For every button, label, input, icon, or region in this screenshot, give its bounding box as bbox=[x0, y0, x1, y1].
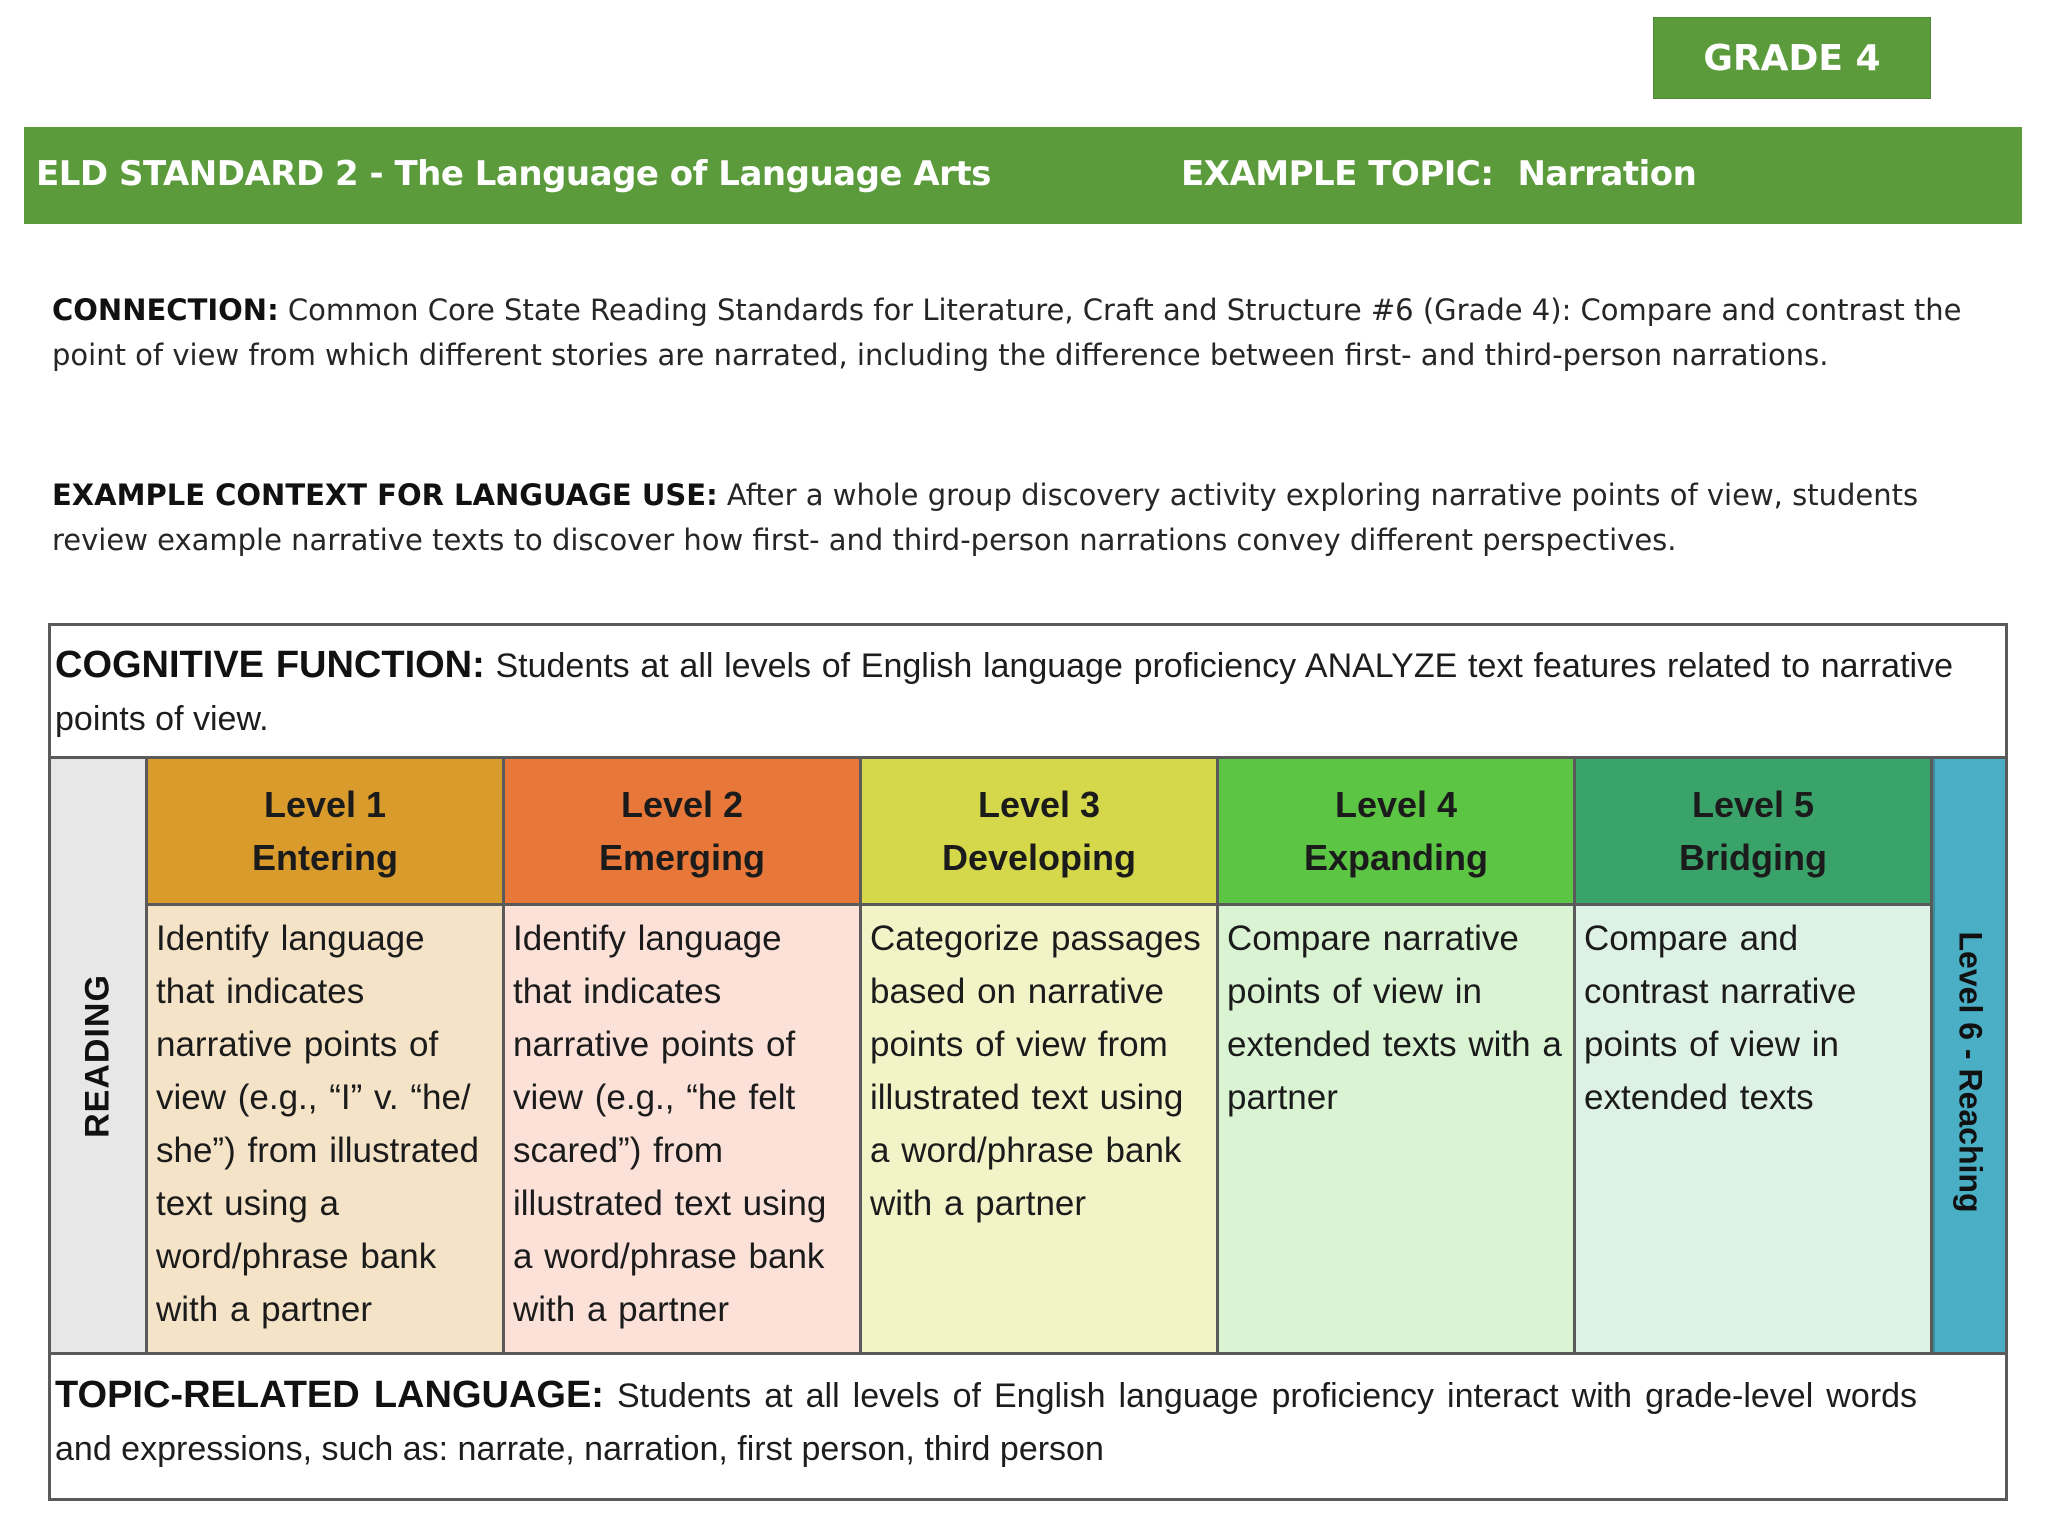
level-3-header bbox=[862, 759, 1219, 906]
level-6-column bbox=[1933, 759, 2005, 1352]
level-1-descriptor: Identify language that indicates narrative points of view (e.g., “I” v. “he/ she”) from illustrated text using a word/phrase bank with a partner bbox=[148, 906, 505, 1352]
topic-related-language bbox=[51, 1352, 2005, 1498]
grade-badge bbox=[1653, 17, 1931, 99]
level-5-descriptor: Compare and contrast narrative points of view in extended texts bbox=[1576, 906, 1933, 1352]
context-paragraph bbox=[52, 473, 2002, 563]
level-1-name: Entering bbox=[251, 837, 398, 878]
level-4-descriptor: Compare narrative points of view in extended texts with a partner bbox=[1219, 906, 1576, 1352]
standard-banner bbox=[24, 127, 2022, 224]
example-topic bbox=[1181, 154, 1696, 194]
level-2-name: Emerging bbox=[598, 837, 766, 878]
cognitive-function bbox=[51, 626, 2005, 759]
domain-column bbox=[51, 759, 148, 1352]
level-6-label: Level 6 - Reaching bbox=[1952, 931, 1989, 1213]
level-2-header bbox=[505, 759, 862, 906]
level-5-number: Level 5 bbox=[1691, 784, 1815, 825]
context-label: EXAMPLE CONTEXT FOR LANGUAGE USE: bbox=[52, 478, 718, 512]
level-4-header bbox=[1219, 759, 1576, 906]
topic-related-language-text: Students at all levels of English language proficiency interact with grade-level words and expressions, such as: narrate, narration, first person, third person bbox=[55, 1377, 1917, 1468]
connection-paragraph bbox=[52, 288, 2002, 378]
context-text: After a whole group discovery activity exploring narrative points of view, students review example narrative texts to discover how first- and third-person narrations convey different perspectives. bbox=[52, 478, 1919, 557]
level-5-header bbox=[1576, 759, 1933, 906]
level-5-name: Bridging bbox=[1679, 837, 1827, 878]
cognitive-function-text: Students at all levels of English language proficiency ANALYZE text features related to narrative points of view. bbox=[55, 647, 1953, 738]
level-2-descriptor: Identify language that indicates narrative points of view (e.g., “he felt scared”) from illustrated text using a word/phrase bank with a partner bbox=[505, 906, 862, 1352]
standard-title: ELD STANDARD 2 - The Language of Language Arts bbox=[36, 154, 991, 194]
level-1-header bbox=[148, 759, 505, 906]
level-1-number: Level 1 bbox=[263, 784, 387, 825]
performance-matrix bbox=[48, 623, 2008, 1501]
connection-text: Common Core State Reading Standards for Literature, Craft and Structure #6 (Grade 4): Compare and contrast the point of view from which different stories are narrated, including the difference between first- and third-person narrations. bbox=[52, 293, 1962, 372]
cognitive-function-label: COGNITIVE FUNCTION: bbox=[55, 644, 485, 686]
level-2-number: Level 2 bbox=[620, 784, 744, 825]
example-topic-value: Narration bbox=[1517, 154, 1697, 194]
level-4-number: Level 4 bbox=[1334, 784, 1458, 825]
domain-label: READING bbox=[78, 973, 117, 1138]
level-3-name: Developing bbox=[941, 837, 1137, 878]
topic-related-language-label: TOPIC-RELATED LANGUAGE: bbox=[55, 1374, 604, 1416]
level-3-number: Level 3 bbox=[977, 784, 1101, 825]
level-4-name: Expanding bbox=[1303, 837, 1488, 878]
grade-label: GRADE 4 bbox=[1703, 37, 1881, 79]
connection-label: CONNECTION: bbox=[52, 293, 279, 327]
example-topic-label: EXAMPLE TOPIC: bbox=[1181, 154, 1494, 194]
level-3-descriptor: Categorize passages based on narrative points of view from illustrated text using a word/phrase bank with a partner bbox=[862, 906, 1219, 1352]
